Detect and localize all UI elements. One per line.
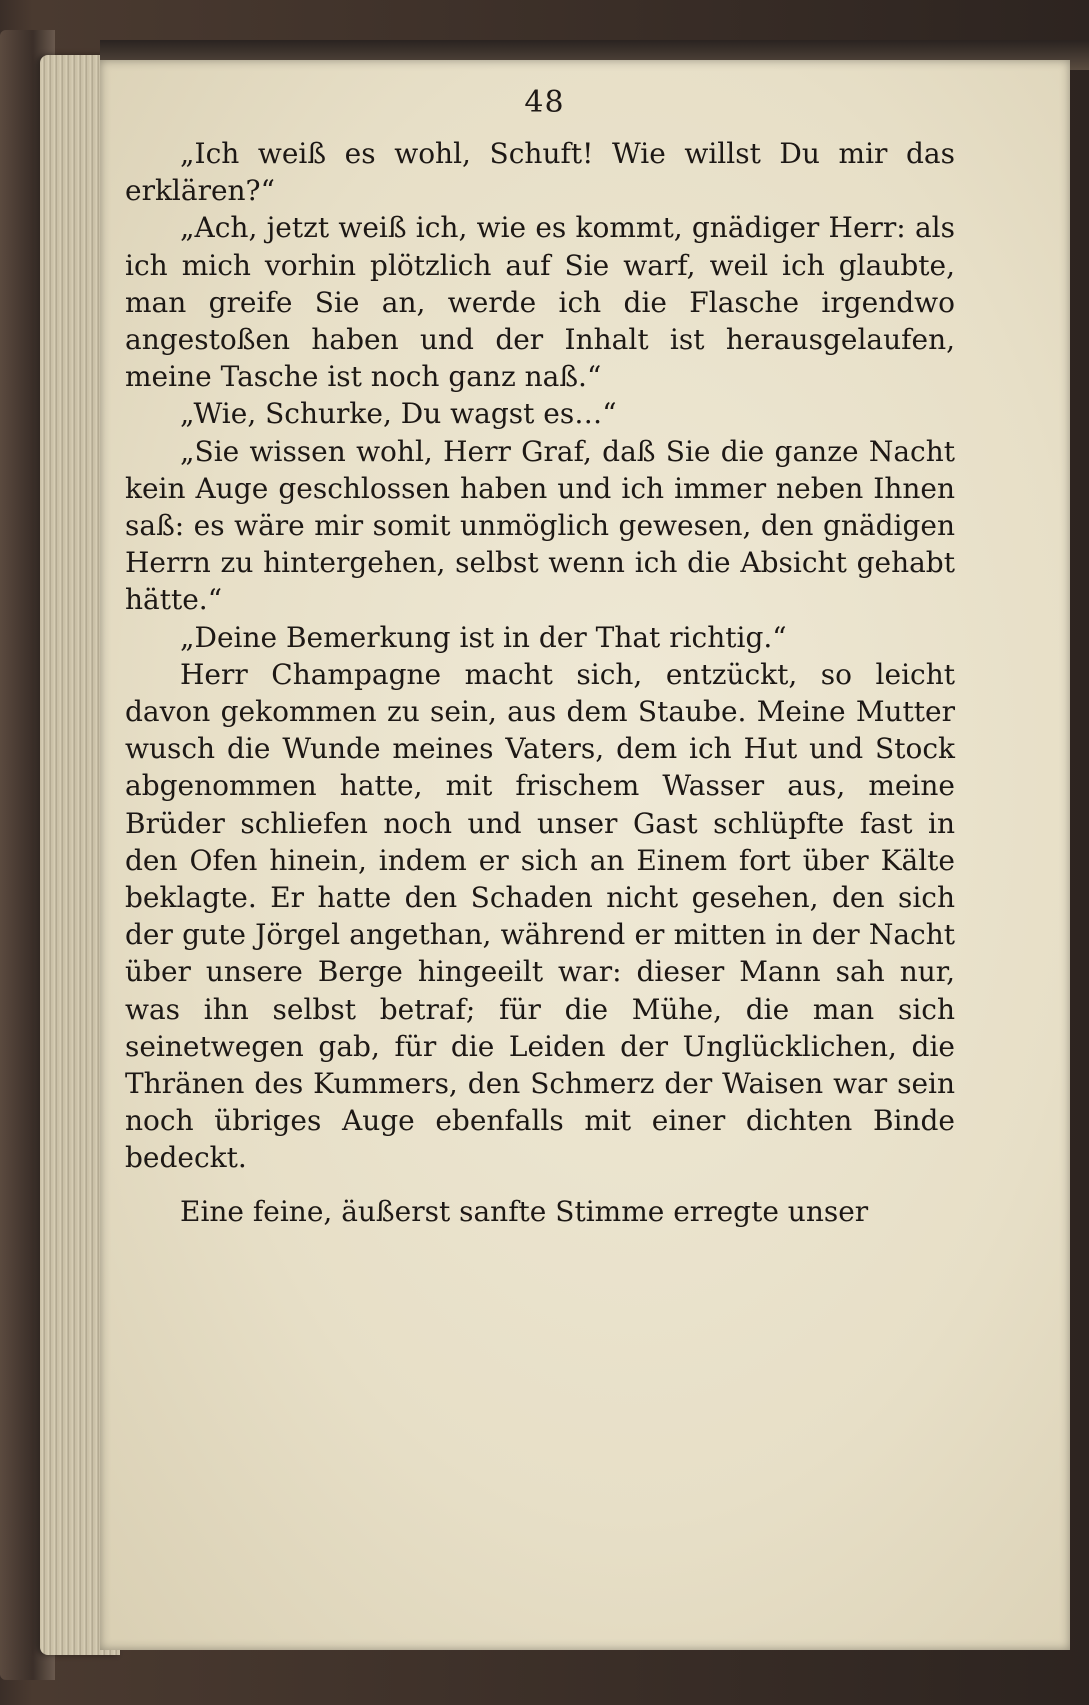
paragraph: „Sie wissen wohl, Herr Graf, daß Sie die ganze Nacht kein Auge geschlossen haben und ich immer neben Ihnen saß: es wäre mir somit unmöglich gewesen, den gnädigen Herrn zu hintergehen, selbst wenn ich die Absicht gehabt hätte.“ bbox=[125, 434, 955, 617]
page-text bbox=[125, 135, 955, 1230]
paragraph: „Deine Bemerkung ist in der That richtig.“ bbox=[180, 620, 787, 654]
paragraph: „Ich weiß es wohl, Schuft! Wie willst Du mir das erklären?“ bbox=[125, 137, 955, 208]
page-number: 48 bbox=[524, 85, 565, 120]
paragraph: „Wie, Schurke, Du wagst es…“ bbox=[180, 397, 617, 431]
paragraph: „Ach, jetzt weiß ich, wie es kommt, gnädiger Herr: als ich mich vorhin plötzlich auf Sie warf, weil ich glaubte, man greife Sie an, werde ich die Flasche irgendwo angestoßen haben und der Inhalt ist herausgelaufen, meine Tasche ist noch ganz naß.“ bbox=[125, 211, 955, 394]
paragraph: Herr Champagne macht sich, entzückt, so leicht davon gekommen zu sein, aus dem Staube. Meine Mutter wusch die Wunde meines Vaters, dem ich Hut und Stock abgenommen hatte, mit frischem Wasser aus, meine Brüder schliefen noch und unser Gast schlüpfte fast in den Ofen hinein, indem er sich an Einem fort über Kälte beklagte. Er hatte den Schaden nicht gesehen, den sich der gute Jörgel angethan, während er mitten in der Nacht über unsere Berge hingeeilt war: dieser Mann sah nur, was ihn selbst betraf; für die Mühe, die man sich seinetwegen gab, für die Leiden der Unglücklichen, die Thränen des Kummers, den Schmerz der Waisen war sein noch übriges Auge ebenfalls mit einer dichten Binde bedeckt. bbox=[125, 657, 955, 1175]
paragraph: Eine feine, äußerst sanfte Stimme erregte unser bbox=[180, 1194, 869, 1228]
